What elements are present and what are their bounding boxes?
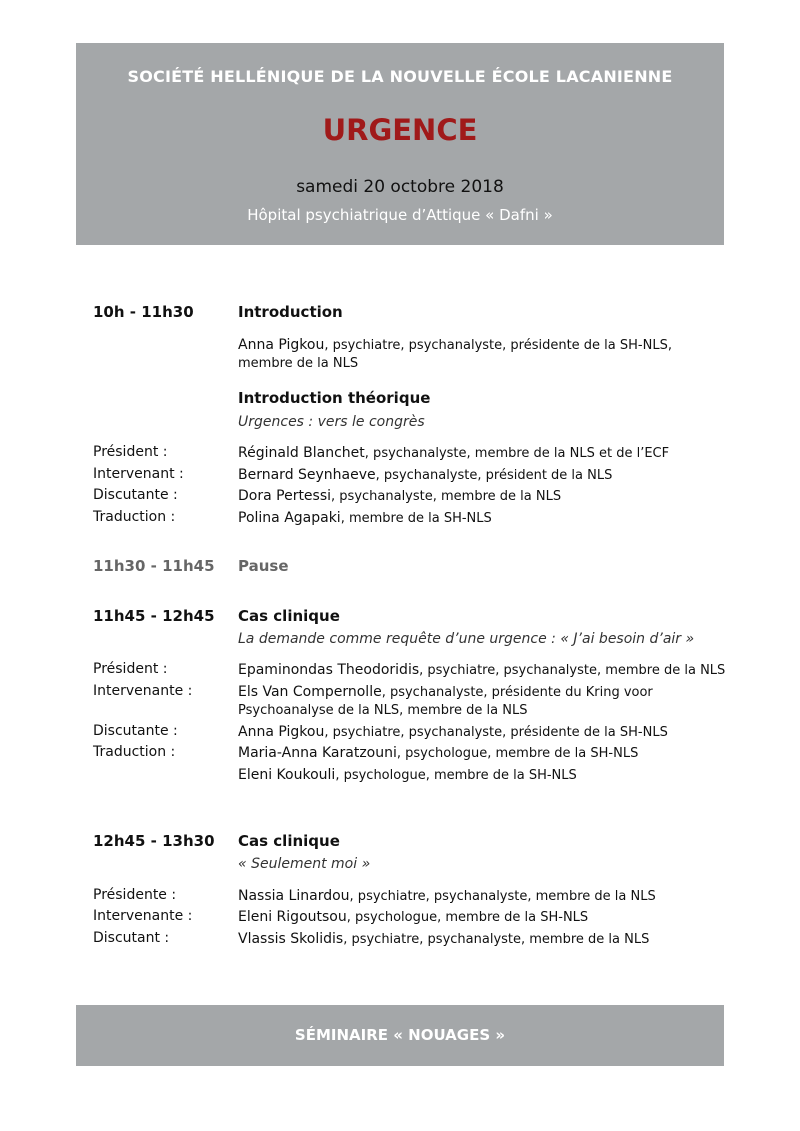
role-label: Intervenante : [93, 908, 193, 924]
participant-desc: , psychologue, membre de la SH-NLS [335, 768, 577, 783]
participant [238, 466, 612, 485]
participant-name: Nassia Linardou [238, 888, 350, 904]
participant [238, 766, 577, 785]
role-label: Discutante : [93, 723, 178, 739]
participant-desc: , psychiatre, psychanalyste, membre de la NLS [349, 889, 656, 904]
participant [238, 509, 492, 528]
session-theme: « Seulement moi » [238, 856, 371, 872]
participant-name: Bernard Seynhaeve [238, 467, 376, 483]
event-venue: Hôpital psychiatrique d’Attique « Dafni » [247, 206, 553, 224]
participant-name: Els Van Compernolle [238, 684, 382, 700]
participant-desc: , psychologue, membre de la SH-NLS [396, 746, 639, 761]
participant-desc: , psychiatre, psychanalyste, membre de la NLS [419, 663, 726, 678]
role-label: Président : [93, 661, 168, 677]
participant [238, 661, 725, 680]
role-label: Discutante : [93, 487, 178, 503]
speaker-desc: , psychiatre, psychanalyste, présidente de la SH-NLS, membre de la NLS [238, 338, 672, 371]
participant-desc: , membre de la SH-NLS [340, 511, 492, 526]
session-time: 10h - 11h30 [93, 303, 194, 321]
participant-desc: , psychanalyste, présidente du Kring voor Psychoanalyse de la NLS, membre de la NLS [238, 685, 653, 718]
participant-desc: , psychologue, membre de la SH-NLS [346, 910, 589, 925]
session-title: Cas clinique [238, 607, 340, 625]
participant-name: Vlassis Skolidis [238, 931, 344, 947]
role-label: Discutant : [93, 930, 170, 946]
session-time: 11h45 - 12h45 [93, 607, 215, 625]
participant-desc: , psychanalyste, membre de la NLS [331, 489, 562, 504]
session-theme: La demande comme requête d’une urgence : « J’ai besoin d’air » [238, 631, 695, 647]
event-date: samedi 20 octobre 2018 [296, 177, 504, 197]
footer-label: SÉMINAIRE « NOUAGES » [294, 1026, 506, 1044]
session-theme: Urgences : vers le congrès [238, 414, 425, 430]
participant [238, 723, 668, 742]
participant-desc: , psychiatre, psychanalyste, membre de la NLS [343, 932, 650, 947]
participant [238, 930, 649, 949]
footer-banner [76, 1005, 724, 1066]
participant [238, 887, 656, 906]
participant-name: Eleni Rigoutsou [238, 909, 347, 925]
participant [238, 744, 638, 763]
session-time: 11h30 - 11h45 [93, 557, 215, 575]
participant [238, 908, 588, 927]
session-title: Cas clinique [238, 832, 340, 850]
role-label: Traduction : [93, 744, 176, 760]
session-title: Introduction [238, 303, 343, 321]
participant-name: Réginald Blanchet [238, 445, 365, 461]
role-label: Président : [93, 444, 168, 460]
header-banner [76, 43, 724, 245]
participant-desc: , psychanalyste, membre de la NLS et de l’ECF [364, 446, 670, 461]
intro-speaker [238, 336, 708, 373]
participant [238, 683, 708, 720]
participant-name: Epaminondas Theodoridis [238, 662, 420, 678]
role-label: Traduction : [93, 509, 176, 525]
participant-name: Maria-Anna Karatzouni [238, 745, 397, 761]
participant-name: Eleni Koukouli [238, 767, 336, 783]
page-title: URGENCE [322, 113, 478, 147]
role-label: Présidente : [93, 887, 177, 903]
participant-desc: , psychanalyste, président de la NLS [375, 468, 613, 483]
organization-name: SOCIÉTÉ HELLÉNIQUE DE LA NOUVELLE ÉCOLE LACANIENNE [127, 67, 673, 86]
participant-name: Anna Pigkou [238, 724, 325, 740]
participant [238, 487, 561, 506]
speaker-name: Anna Pigkou [238, 337, 325, 353]
participant-name: Dora Pertessi [238, 488, 332, 504]
participant-name: Polina Agapaki [238, 510, 341, 526]
participant [238, 444, 669, 463]
role-label: Intervenant : [93, 466, 184, 482]
session-subtitle: Introduction théorique [238, 389, 431, 407]
session-title: Pause [238, 557, 289, 575]
session-time: 12h45 - 13h30 [93, 832, 215, 850]
role-label: Intervenante : [93, 683, 193, 699]
participant-desc: , psychiatre, psychanalyste, présidente de la SH-NLS [324, 725, 668, 740]
